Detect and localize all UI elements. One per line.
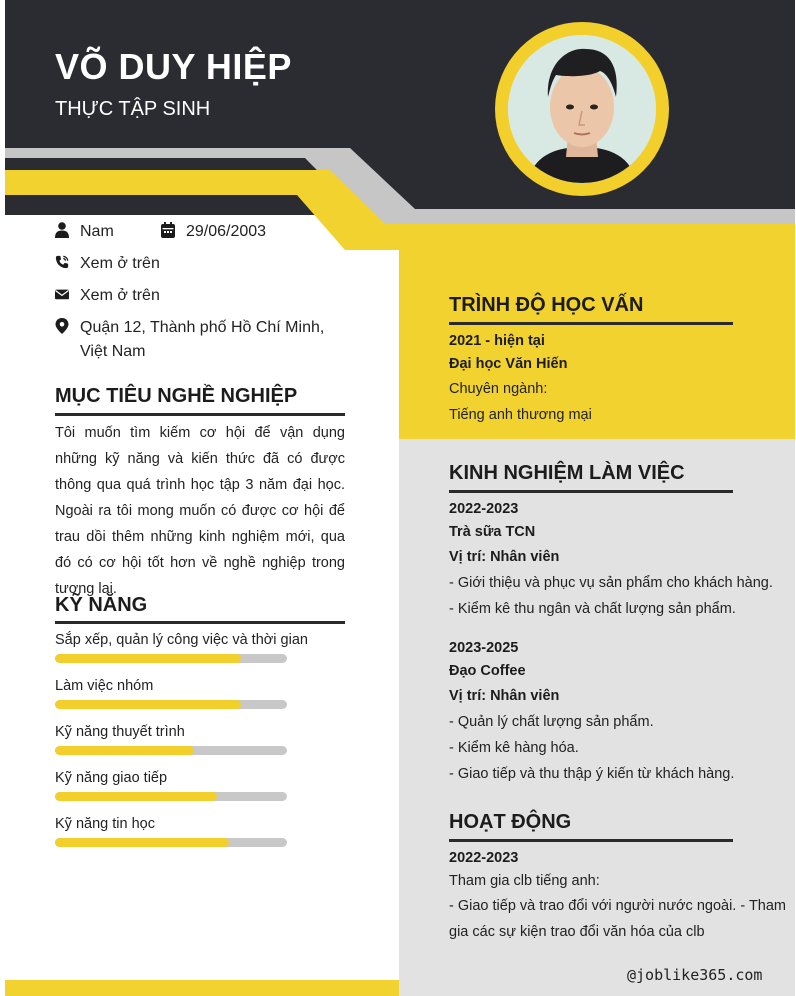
objective-heading: MỤC TIÊU NGHỀ NGHIỆP — [55, 385, 298, 407]
job-position: Vị trí: Nhân viên — [449, 688, 560, 704]
email-value: Xem ở trên — [80, 287, 160, 304]
job-company: Đạo Coffee — [449, 663, 526, 679]
skill-bar-fill — [55, 792, 217, 801]
resume-page — [5, 0, 795, 996]
skill-bar — [55, 654, 287, 663]
skills-underline — [55, 621, 345, 624]
skill-bar — [55, 838, 287, 847]
gender-row — [55, 220, 114, 244]
birthdate-row — [161, 220, 266, 244]
job-company: Trà sữa TCN — [449, 524, 536, 540]
skill-bar-fill — [55, 700, 241, 709]
candidate-role: THỰC TẬP SINH — [55, 98, 211, 120]
birthdate-value: 29/06/2003 — [186, 223, 267, 240]
envelope-icon — [55, 286, 69, 302]
job-task: - Giao tiếp và thu thập ý kiến từ khách hàng. — [449, 766, 735, 782]
phone-row — [55, 252, 160, 276]
job-period: 2023-2025 — [449, 640, 519, 656]
address-row — [55, 316, 335, 364]
avatar — [508, 35, 656, 183]
skill-bar-fill — [55, 746, 194, 755]
skill-bar-fill — [55, 654, 241, 663]
activity-description-line1: - Giao tiếp và trao đổi với người nước ngoài. - Tham — [449, 898, 787, 914]
experience-heading: KINH NGHIỆM LÀM VIỆC — [449, 462, 685, 484]
activities-heading: HOẠT ĐỘNG — [449, 811, 572, 833]
experience-underline — [449, 490, 733, 493]
education-major-label: Chuyên ngành: — [449, 381, 548, 397]
calendar-icon — [161, 222, 175, 238]
skill-bar — [55, 746, 287, 755]
activity-period: 2022-2023 — [449, 850, 519, 866]
job-task: - Kiểm kê hàng hóa. — [449, 740, 579, 756]
objective-underline — [55, 413, 345, 416]
education-major: Tiếng anh thương mại — [449, 407, 592, 423]
skill-bar — [55, 792, 287, 801]
location-pin-icon — [55, 318, 69, 334]
skill-label: Kỹ năng thuyết trình — [55, 724, 185, 740]
education-heading: TRÌNH ĐỘ HỌC VẤN — [449, 294, 644, 316]
gender-value: Nam — [80, 223, 114, 240]
job-position: Vị trí: Nhân viên — [449, 549, 560, 565]
skill-bar — [55, 700, 287, 709]
activities-underline — [449, 839, 733, 842]
phone-value: Xem ở trên — [80, 255, 160, 272]
candidate-name: VÕ DUY HIỆP — [55, 46, 292, 87]
avatar-frame — [495, 22, 669, 196]
job-period: 2022-2023 — [449, 501, 519, 517]
skill-bar-fill — [55, 838, 229, 847]
objective-text: Tôi muốn tìm kiếm cơ hội để vận dụng những kỹ năng và kiến thức đã có được thông qua quá trình học tập 3 năm đại học. Ngoài ra tôi mong muốn có được cơ hội để trau dồi thêm những kinh nghiệm mới, qua đó có cơ hội tốt hơn về nghề nghiệp trong tương lai. — [55, 425, 345, 597]
skill-label: Làm việc nhóm — [55, 678, 154, 694]
email-row — [55, 284, 160, 308]
person-icon — [55, 222, 69, 238]
job-task: - Giới thiệu và phục vụ sản phẩm cho khách hàng. — [449, 575, 773, 591]
skill-label: Sắp xếp, quản lý công việc và thời gian — [55, 632, 308, 648]
job-task: - Kiểm kê thu ngân và chất lượng sản phẩm. — [449, 601, 736, 617]
address-value: Quận 12, Thành phố Hồ Chí Minh, Việt Nam — [80, 319, 325, 360]
activity-description-line2: gia các sự kiện trao đổi văn hóa của clb — [449, 924, 705, 940]
skill-label: Kỹ năng tin học — [55, 816, 155, 832]
education-period: 2021 - hiện tại — [449, 333, 545, 349]
skills-heading: KỸ NĂNG — [55, 594, 148, 616]
job-task: - Quản lý chất lượng sản phẩm. — [449, 714, 654, 730]
education-underline — [449, 322, 733, 325]
activity-name: Tham gia clb tiếng anh: — [449, 873, 600, 889]
phone-icon — [55, 254, 69, 270]
watermark: @joblike365.com — [627, 966, 763, 984]
skill-label: Kỹ năng giao tiếp — [55, 770, 168, 786]
education-school: Đại học Văn Hiến — [449, 356, 568, 372]
